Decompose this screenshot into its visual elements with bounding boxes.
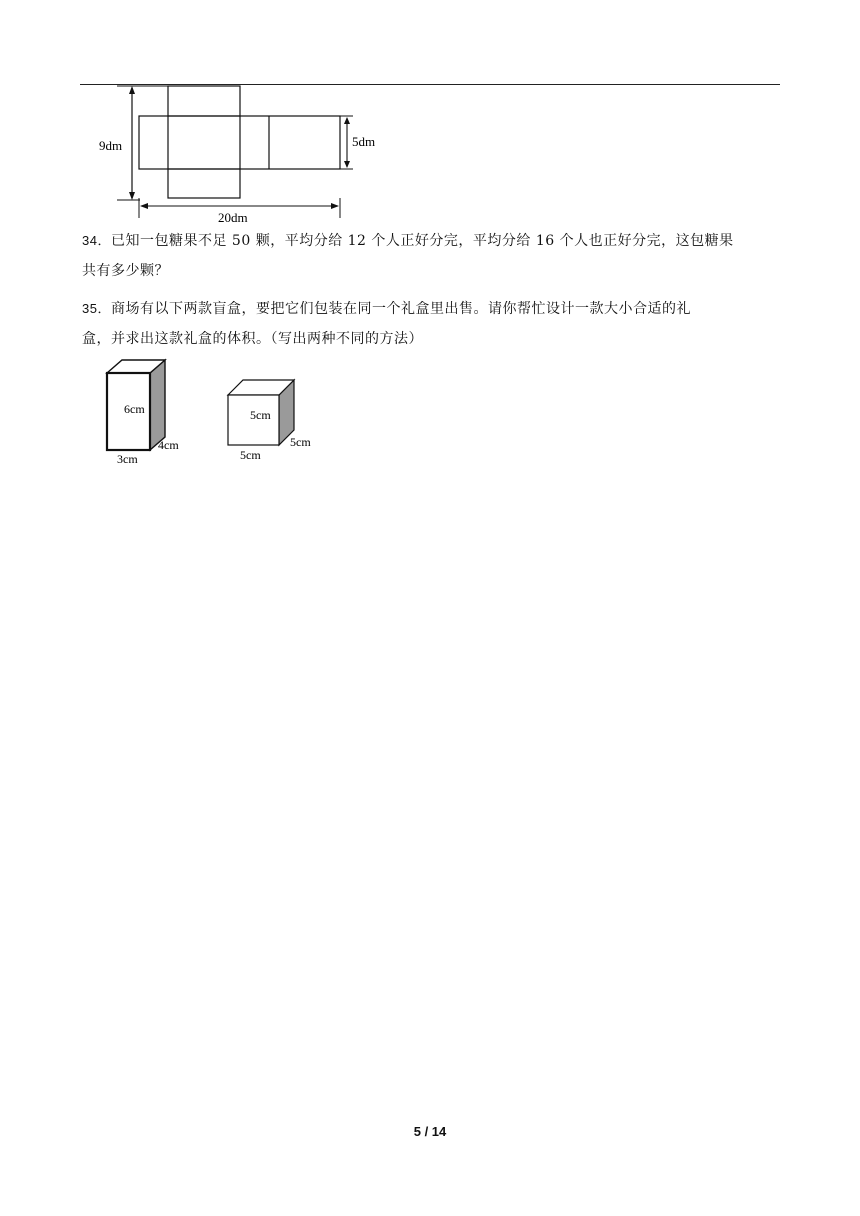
question-number: 34 [82,233,98,248]
question-text-line2: 共有多少颗？ [82,263,169,279]
box2-depth-label: 5cm [290,435,311,449]
question-text-line2: 盒，并求出这款礼盒的体积。（写出两种不同的方法） [82,331,423,347]
box-2 [228,380,311,462]
question-35: 35．商场有以下两款盲盒，要把它们包装在同一个礼盒里出售。请你帮忙设计一款大小合适的礼 盒，并求出这款礼盒的体积。（写出两种不同的方法） [82,294,782,354]
blind-boxes-figure [100,355,340,467]
question-34: 34．已知一包糖果不足 50 颗，平均分给 12 个人正好分完，平均分给 16 个人也正好分完，这包糖果 共有多少颗？ [82,226,782,286]
net-top-face [168,86,240,116]
box1-height-label: 6cm [124,402,145,416]
question-number: 35 [82,301,98,316]
height-label: 9dm [99,138,123,153]
side-label: 5dm [352,134,376,149]
width-label: 20dm [218,210,248,224]
box2-height-label: 5cm [250,408,271,422]
box1-depth-label: 4cm [158,438,179,452]
question-text-line1: 已知一包糖果不足 50 颗，平均分给 12 个人正好分完，平均分给 16 个人也正好分完，这包糖果 [110,233,734,249]
question-text-line1: 商场有以下两款盲盒，要把它们包装在同一个礼盒里出售。请你帮忙设计一款大小合适的礼 [110,301,691,317]
box1-width-label: 3cm [117,452,138,466]
box-1 [107,360,179,466]
cuboid-net-figure [95,84,415,224]
box2-width-label: 5cm [240,448,261,462]
page-number: 5 / 14 [413,1124,447,1139]
net-bottom-face [168,169,240,198]
